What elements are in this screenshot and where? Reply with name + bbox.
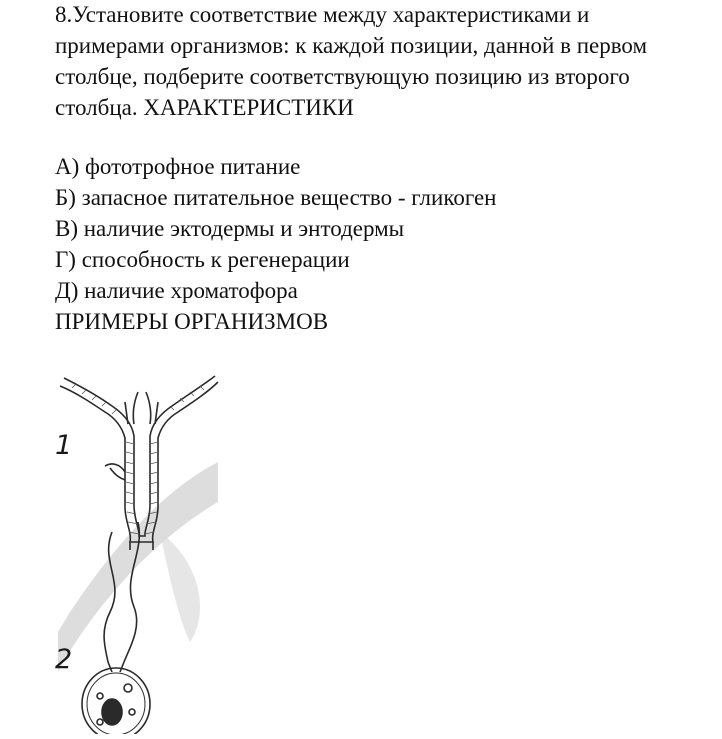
characteristic-v: В) наличие эктодермы и энтодермы (55, 216, 405, 241)
characteristic-b: Б) запасное питательное вещество - гликоген (55, 185, 497, 210)
characteristic-d: Д) наличие хроматофора (55, 278, 298, 303)
question-line-3: столбце, подберите соответствующую позицию из второго (55, 64, 630, 89)
question-line-4: столбца. ХАРАКТЕРИСТИКИ (55, 95, 354, 120)
organisms-illustration (50, 372, 225, 734)
background-swirl-2 (160, 532, 200, 642)
question-line-2: примерами организмов: к каждой позиции, данной в первом (55, 33, 648, 58)
characteristic-g: Г) способность к регенерации (55, 247, 350, 272)
question-line-1: 8.Установите соответствие между характеристиками и (55, 2, 590, 27)
organisms-figure (50, 372, 225, 734)
figure-label-1: 1 (55, 430, 73, 461)
background-swirl (58, 462, 218, 672)
characteristic-a: А) фототрофное питание (55, 154, 301, 179)
examples-heading: ПРИМЕРЫ ОРГАНИЗМОВ (55, 309, 329, 334)
figure-label-2: 2 (55, 644, 73, 675)
